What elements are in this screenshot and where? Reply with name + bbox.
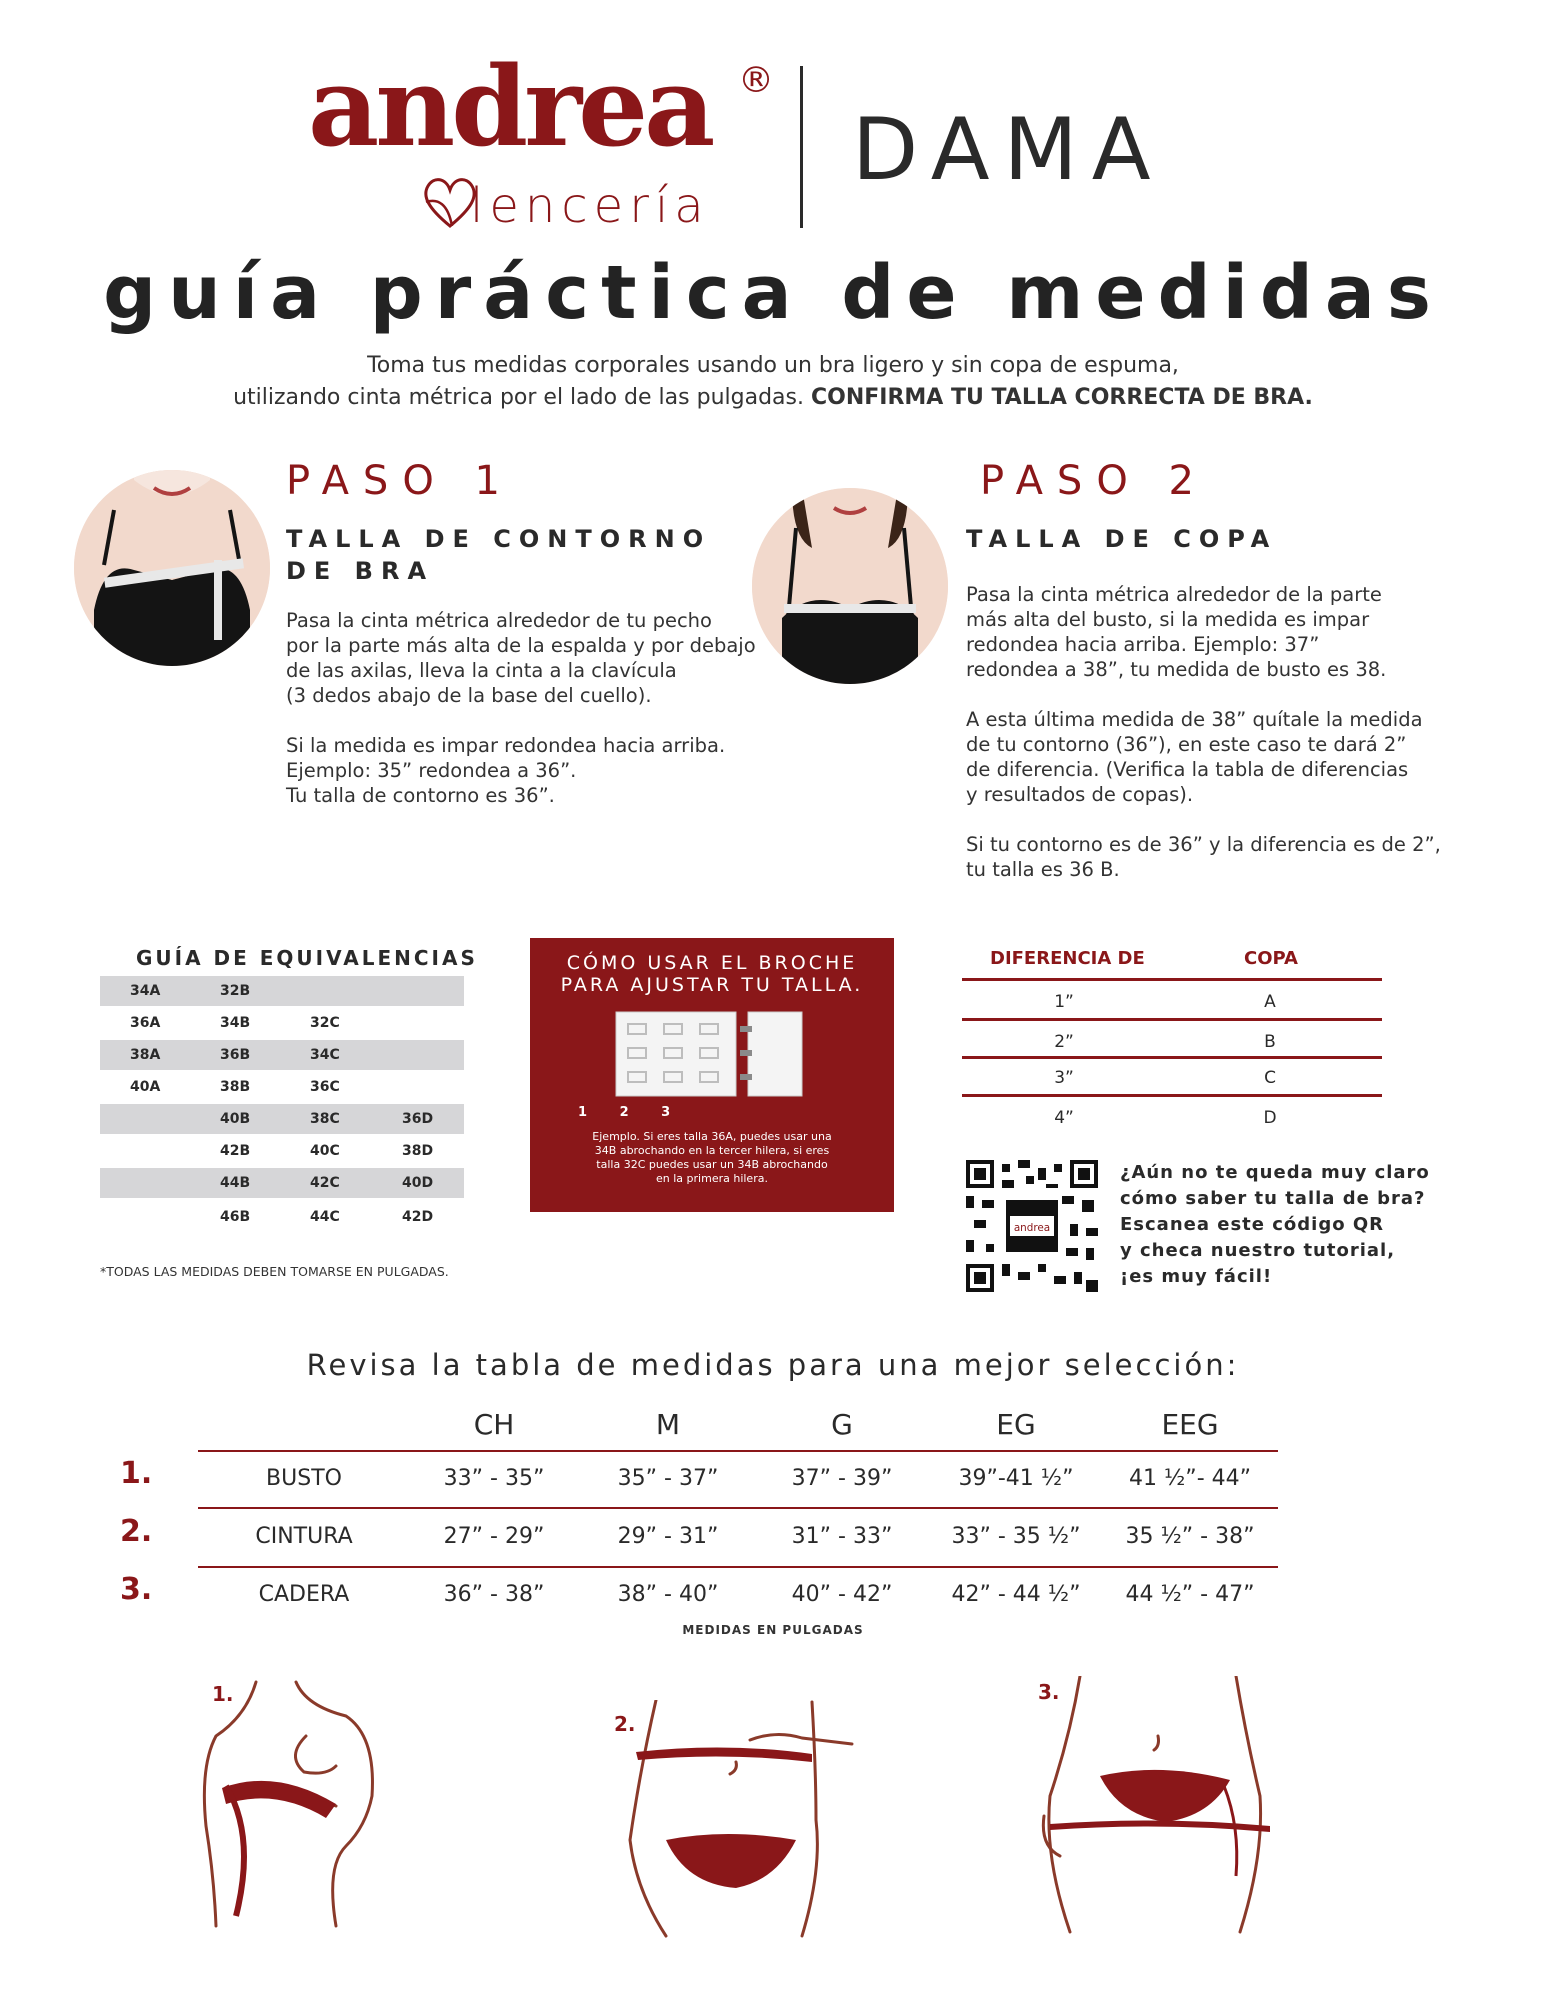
divider [962, 1018, 1382, 1021]
qr-instructions [1120, 1160, 1430, 1290]
row-number: 2. [120, 1514, 153, 1549]
header-divider [800, 66, 803, 228]
paso2-paragraph-1 [966, 582, 1386, 682]
divider [962, 1056, 1382, 1059]
text-line: Si la medida es impar redondea hacia arriba. [286, 734, 726, 757]
table-cell: 34B [220, 1015, 251, 1031]
hook-and-eye-icon [614, 1010, 806, 1098]
table-cell: 3” [1054, 1068, 1074, 1088]
table-cell: 42C [310, 1175, 340, 1191]
column-header: EG [996, 1408, 1036, 1441]
registered-mark: ® [738, 60, 774, 101]
text-line: Ejemplo. Si eres talla 36A, puedes usar una [592, 1130, 832, 1143]
table-cell: 4” [1054, 1108, 1074, 1128]
text-line: de diferencia. (Verifica la tabla de diferencias [966, 758, 1409, 781]
text-line: cómo saber tu talla de bra? [1120, 1188, 1426, 1209]
table-cell: 38C [310, 1111, 340, 1127]
table-row [100, 976, 464, 1006]
copa-header: COPA [1244, 948, 1298, 969]
row-label: CADERA [258, 1582, 350, 1607]
divider [962, 978, 1382, 981]
broche-row-numbers: 1 2 3 [578, 1105, 685, 1120]
text-line: por la parte más alta de la espalda y por debajo [286, 634, 756, 657]
broche-title-line2: PARA AJUSTAR TU TALLA. [560, 974, 864, 996]
table-cell: 35 ½” - 38” [1125, 1524, 1255, 1549]
table-cell: 41 ½”- 44” [1128, 1466, 1252, 1491]
brand-subtitle: lencería [470, 178, 710, 234]
table-cell: 31” - 33” [791, 1524, 893, 1549]
text-line: redondea hacia arriba. Ejemplo: 37” [966, 633, 1320, 656]
bra-measure-band-illustration [74, 470, 270, 666]
table-cell: 40D [402, 1175, 434, 1191]
text-line: Pasa la cinta métrica alrededor de tu pecho [286, 609, 712, 632]
cup-measure-illustration [752, 488, 948, 684]
paso2-illustration [752, 488, 948, 684]
column-header: CH [473, 1408, 515, 1441]
paso1-subtitle-line1: TALLA DE CONTORNO [286, 525, 712, 553]
table-cell: 29” - 31” [617, 1524, 719, 1549]
divider [198, 1507, 1278, 1509]
intro-text [0, 350, 1546, 414]
paso1-subtitle-line2: DE BRA [286, 557, 435, 585]
table-cell: 44 ½” - 47” [1125, 1582, 1255, 1607]
table-row [100, 1072, 464, 1102]
table-cell: 40” - 42” [791, 1582, 893, 1607]
medidas-title: Revisa la tabla de medidas para una mejor selección: [306, 1348, 1240, 1382]
intro-line-2-regular: utilizando cinta métrica por el lado de las pulgadas. [233, 385, 804, 410]
table-row [100, 1040, 464, 1070]
row-label: CINTURA [255, 1524, 353, 1549]
brand-logo: andrea [308, 42, 712, 171]
figure-number: 3. [1038, 1680, 1060, 1704]
paso1-title: PASO 1 [286, 458, 514, 504]
paso2-paragraph-2 [966, 707, 1423, 807]
table-cell: C [1264, 1068, 1276, 1088]
table-cell: 34A [130, 983, 161, 999]
divider [198, 1450, 1278, 1452]
table-cell: 36D [402, 1111, 434, 1127]
table-cell: B [1264, 1032, 1276, 1052]
table-row [100, 1168, 464, 1198]
table-cell: 34C [310, 1047, 340, 1063]
paso1-paragraph-2 [286, 733, 725, 808]
equivalencias-note: *TODAS LAS MEDIDAS DEBEN TOMARSE EN PULGADAS. [100, 1264, 449, 1279]
intro-line-2-bold: CONFIRMA TU TALLA CORRECTA DE BRA. [810, 385, 1313, 410]
text-line: y resultados de copas). [966, 783, 1194, 806]
text-line: ¡es muy fácil! [1120, 1266, 1273, 1287]
row-number: 1. [120, 1456, 153, 1491]
table-cell: 2” [1054, 1032, 1074, 1052]
text-line: de las axilas, lleva la cinta a la clavícula [286, 659, 677, 682]
table-cell: 38” - 40” [617, 1582, 719, 1607]
divider [198, 1566, 1278, 1568]
paso1-paragraph-1 [286, 608, 756, 708]
table-cell: 46B [220, 1209, 251, 1225]
table-cell: 40C [310, 1143, 340, 1159]
text-line: Ejemplo: 35” redondea a 36”. [286, 759, 577, 782]
table-cell: 40A [130, 1079, 161, 1095]
bust-measure-illustration [196, 1676, 386, 1936]
intro-line-2 [0, 382, 1546, 414]
table-cell: 38A [130, 1047, 161, 1063]
table-cell: 40B [220, 1111, 251, 1127]
text-line: en la primera hilera. [656, 1172, 768, 1185]
text-line: ¿Aún no te queda muy claro [1120, 1162, 1430, 1183]
table-row [100, 1104, 464, 1134]
table-cell: 36A [130, 1015, 161, 1031]
paso1-illustration [74, 470, 270, 666]
paso2-title: PASO 2 [980, 458, 1208, 504]
table-cell: D [1263, 1108, 1277, 1128]
paso1-subtitle [286, 523, 711, 587]
text-line: de tu contorno (36”), en este caso te dará 2” [966, 733, 1407, 756]
text-line: redondea a 38”, tu medida de busto es 38. [966, 658, 1387, 681]
table-cell: 36B [220, 1047, 251, 1063]
paso2-subtitle: TALLA DE COPA [966, 525, 1278, 553]
waist-measure-illustration [626, 1700, 866, 1940]
broche-example [570, 1130, 854, 1186]
medidas-note: MEDIDAS EN PULGADAS [682, 1623, 864, 1637]
column-header: EEG [1161, 1408, 1219, 1441]
intro-line-1: Toma tus medidas corporales usando un bra ligero y sin copa de espuma, [367, 353, 1179, 378]
equivalencias-title: GUÍA DE EQUIVALENCIAS [136, 946, 478, 970]
table-cell: 1” [1054, 992, 1074, 1012]
figure-number: 1. [212, 1682, 234, 1706]
table-cell: 33” - 35 ½” [951, 1524, 1081, 1549]
qr-code-icon[interactable] [966, 1160, 1098, 1292]
table-cell: 36” - 38” [443, 1582, 545, 1607]
table-cell: 42D [402, 1209, 434, 1225]
qr-logo: andrea [1013, 1222, 1051, 1235]
text-line: A esta última medida de 38” quítale la medida [966, 708, 1423, 731]
figure-number: 2. [614, 1712, 636, 1736]
table-cell: 38B [220, 1079, 251, 1095]
column-header: G [831, 1408, 853, 1441]
table-cell: 42” - 44 ½” [951, 1582, 1081, 1607]
table-cell: 33” - 35” [443, 1466, 545, 1491]
table-cell: 38D [402, 1143, 434, 1159]
row-label: BUSTO [266, 1466, 342, 1491]
table-cell: 32B [220, 983, 251, 999]
text-line: 34B abrochando en la tercer hilera, si eres [594, 1144, 830, 1157]
table-cell: 44C [310, 1209, 340, 1225]
table-cell: 36C [310, 1079, 340, 1095]
table-row [100, 1202, 464, 1232]
text-line: tu talla es 36 B. [966, 858, 1120, 881]
table-cell: 32C [310, 1015, 340, 1031]
broche-title-line1: CÓMO USAR EL BROCHE [566, 952, 858, 974]
divider [962, 1094, 1382, 1097]
table-cell: 27” - 29” [443, 1524, 545, 1549]
text-line: Escanea este código QR [1120, 1214, 1385, 1235]
table-row [100, 1008, 464, 1038]
text-line: y checa nuestro tutorial, [1120, 1240, 1396, 1261]
page-title: guía práctica de medidas [103, 250, 1443, 336]
table-cell: 44B [220, 1175, 251, 1191]
text-line: más alta del busto, si la medida es impar [966, 608, 1370, 631]
broche-panel [530, 938, 894, 1212]
text-line: Si tu contorno es de 36” y la diferencia es de 2”, [966, 833, 1441, 856]
table-cell: 35” - 37” [617, 1466, 719, 1491]
row-number: 3. [120, 1572, 153, 1607]
diferencia-header: DIFERENCIA DE [990, 948, 1145, 969]
text-line: (3 dedos abajo de la base del cuello). [286, 684, 652, 707]
table-cell: 37” - 39” [791, 1466, 893, 1491]
hip-measure-illustration [1040, 1676, 1280, 1936]
table-cell: 42B [220, 1143, 251, 1159]
paso2-paragraph-3 [966, 832, 1441, 882]
column-header: M [655, 1408, 681, 1441]
text-line: talla 32C puedes usar un 34B abrochando [596, 1158, 828, 1171]
text-line: Pasa la cinta métrica alrededor de la parte [966, 583, 1382, 606]
table-row [100, 1136, 464, 1166]
text-line: Tu talla de contorno es 36”. [286, 784, 555, 807]
table-cell: 39”-41 ½” [958, 1466, 1074, 1491]
broche-title [530, 952, 894, 996]
category-label: DAMA [852, 100, 1165, 200]
table-cell: A [1264, 992, 1276, 1012]
